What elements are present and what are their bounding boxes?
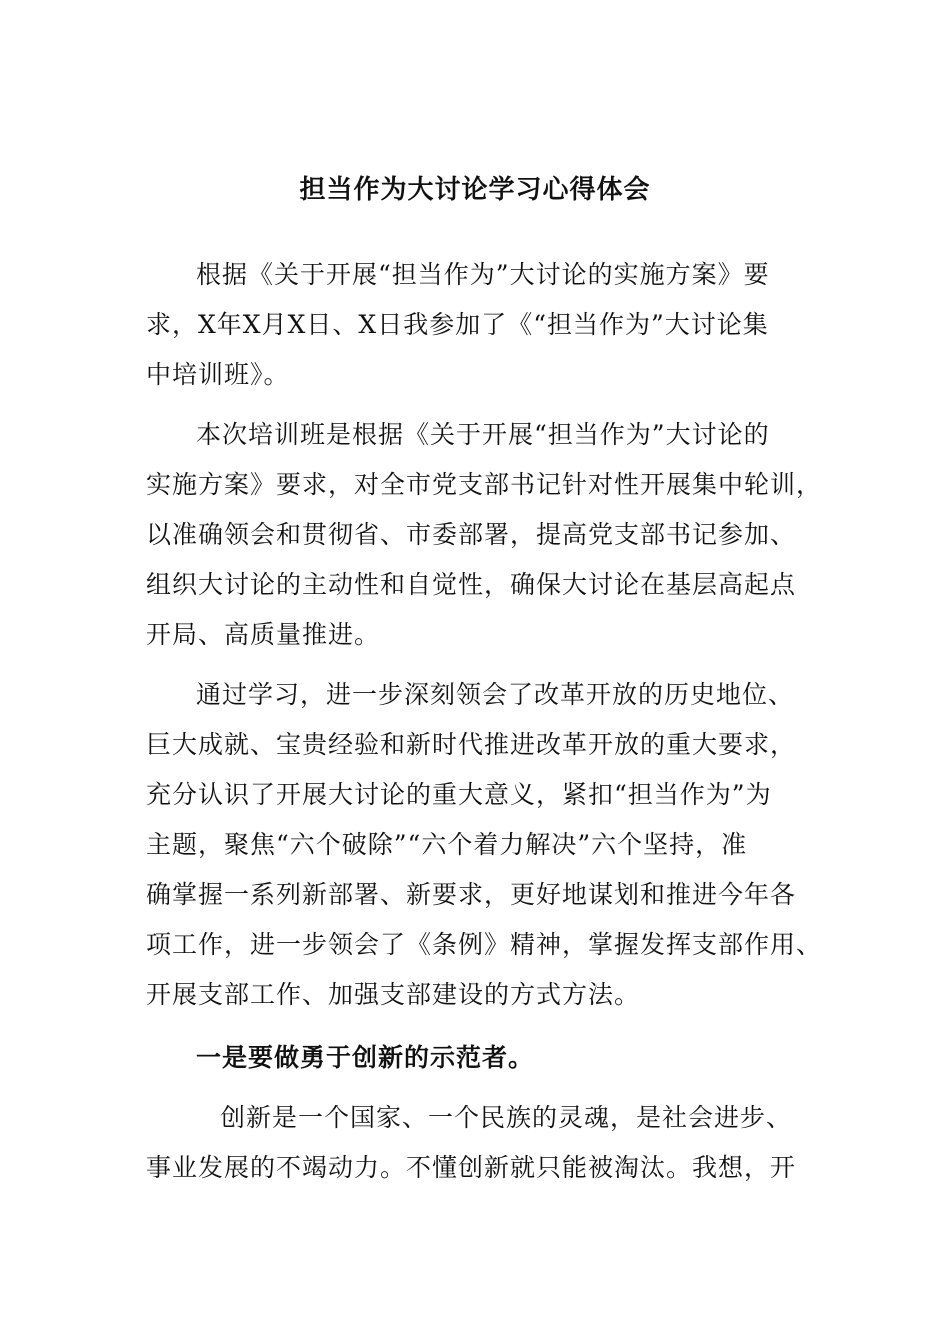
paragraph-line: 巨大成就、宝贵经验和新时代推进改革开放的重大要求， xyxy=(146,730,797,759)
paragraph-line: 主题，聚焦“六个破除”“六个着力解决”六个坚持，准 xyxy=(146,830,748,859)
paragraph-line: 求，X年X月X日、X日我参加了《“担当作为”大讨论集 xyxy=(146,310,769,339)
paragraph-line: 中培训班》。 xyxy=(146,360,290,389)
paragraph-line: 本次培训班是根据《关于开展“担当作为”大讨论的 xyxy=(196,420,770,449)
paragraph-line: 充分认识了开展大讨论的重大意义，紧扣“担当作为”为 xyxy=(146,780,772,809)
paragraph-line: 通过学习，进一步深刻领会了改革开放的历史地位、 xyxy=(196,680,795,709)
paragraph-3 xyxy=(146,670,823,1020)
paragraph-2 xyxy=(146,410,823,660)
document-title: 担当作为大讨论学习心得体会 xyxy=(299,175,651,205)
paragraph-4 xyxy=(146,1093,806,1193)
paragraph-line: 实施方案》要求，对全市党支部书记针对性开展集中轮训， xyxy=(146,470,823,499)
paragraph-line: 项工作，进一步领会了《条例》精神，掌握发挥支部作用、 xyxy=(146,930,823,959)
paragraph-1 xyxy=(146,250,806,400)
paragraph-line: 确掌握一系列新部署、新要求，更好地谋划和推进今年各 xyxy=(146,880,797,909)
paragraph-line: 以准确领会和贯彻省、市委部署，提高党支部书记参加、 xyxy=(146,520,797,549)
paragraph-line: 组织大讨论的主动性和自觉性，确保大讨论在基层高起点 xyxy=(146,570,797,599)
paragraph-line: 开展支部工作、加强支部建设的方式方法。 xyxy=(146,980,641,1009)
paragraph-line: 创新是一个国家、一个民族的灵魂，是社会进步、 xyxy=(220,1103,793,1132)
section-heading: 一是要做勇于创新的示范者。 xyxy=(196,1043,535,1072)
paragraph-line: 开局、高质量推进。 xyxy=(146,620,381,649)
paragraph-line: 根据《关于开展“担当作为”大讨论的实施方案》要 xyxy=(196,260,770,289)
paragraph-line: 事业发展的不竭动力。不懂创新就只能被淘汰。我想，开 xyxy=(146,1153,797,1182)
